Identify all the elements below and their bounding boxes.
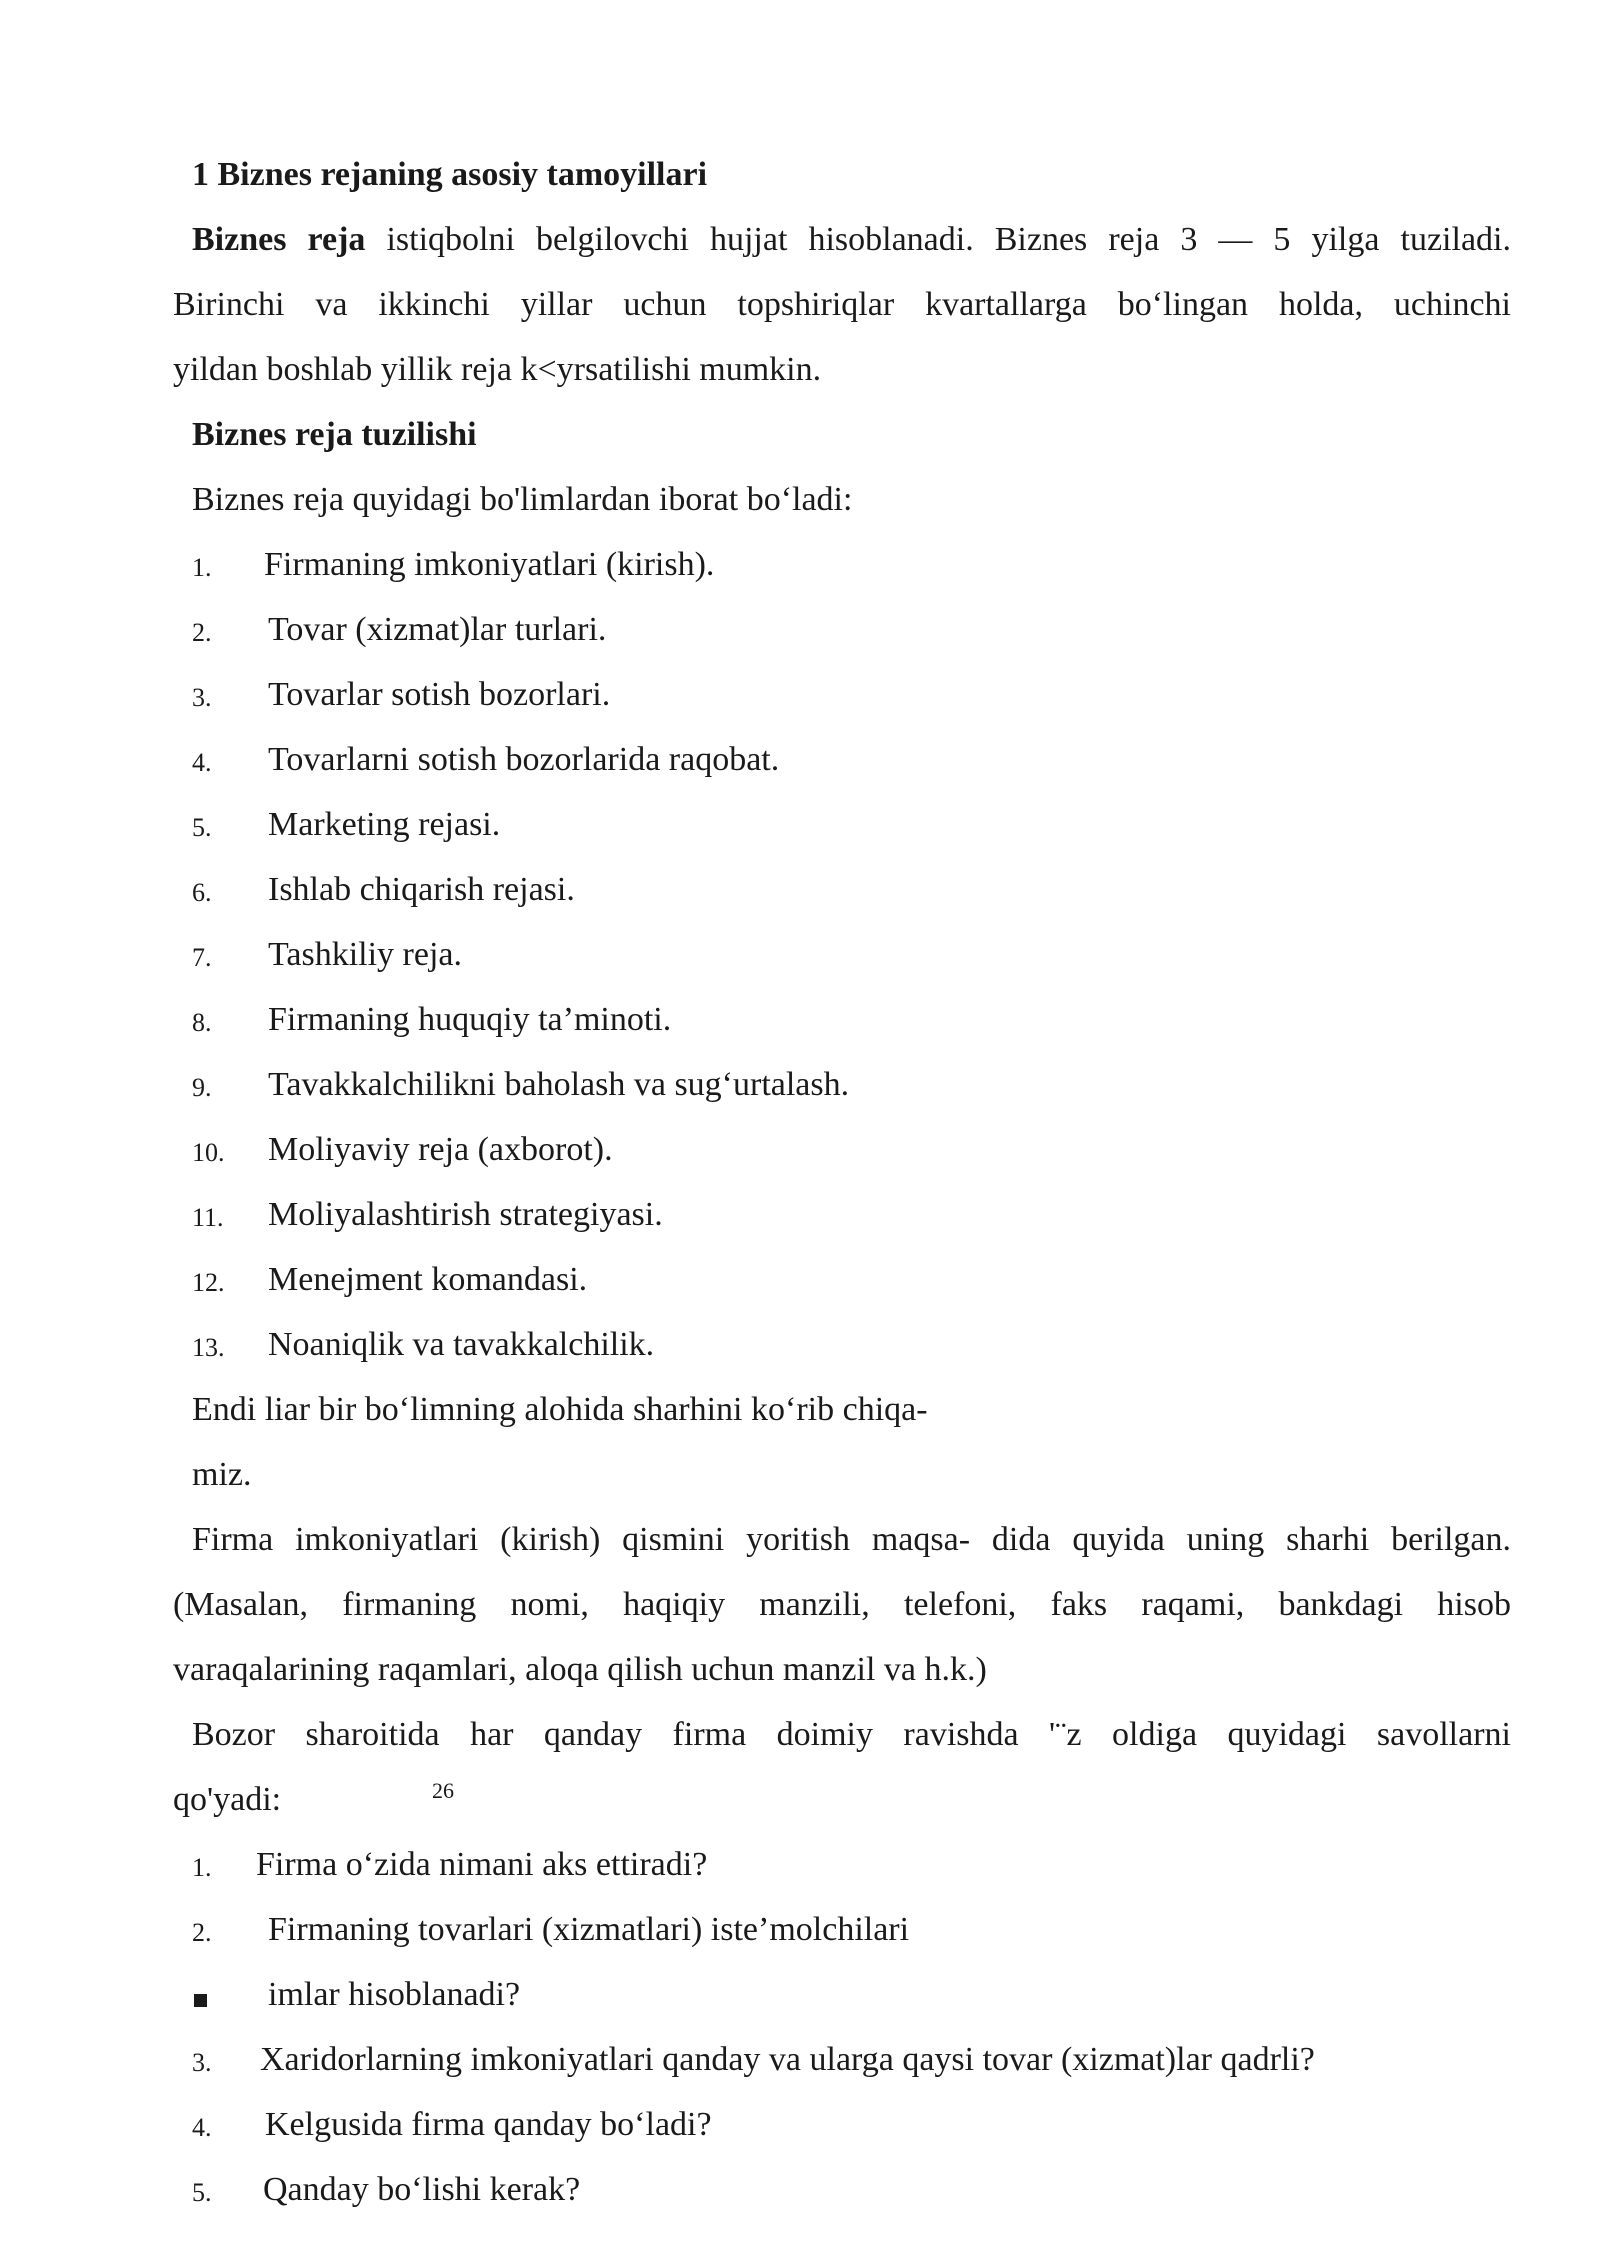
structure-heading: Biznes reja tuzilishi	[192, 416, 477, 453]
intro-bold-lead: Biznes reja	[192, 221, 366, 258]
list-number: 2.	[192, 618, 212, 647]
list-number: 13.	[192, 1333, 225, 1362]
list-text: Moliyalashtirish strategiyasi.	[268, 1196, 663, 1233]
list-number: 4.	[192, 748, 212, 777]
list-number: 2.	[192, 1918, 212, 1947]
firm-para-line-3: varaqalarining raqamlari, aloqa qilish uchun manzil va h.k.)	[173, 1651, 987, 1688]
list-text: Qanday bo‘lishi kerak?	[263, 2171, 581, 2208]
list-number: 7.	[192, 943, 212, 972]
square-bullet-icon	[194, 1994, 207, 2007]
review-line-2: miz.	[192, 1456, 252, 1493]
list-text: Noaniqlik va tavakkalchilik.	[268, 1326, 655, 1363]
list-number: 4.	[192, 2113, 212, 2142]
list-number: 12.	[192, 1268, 225, 1297]
firm-para-line-2: (Masalan, firmaning nomi, haqiqiy manzili, telefoni, faks raqami, bankdagi hisob	[173, 1586, 1511, 1623]
list-text: Tovarlarni sotish bozorlarida raqobat.	[268, 741, 780, 778]
intro-line-3: yildan boshlab yillik reja k<yrsatilishi mumkin.	[173, 351, 822, 388]
list-number: 8.	[192, 1008, 212, 1037]
review-line-1: Endi liar bir bo‘limning alohida sharhini ko‘rib chiqa-	[192, 1391, 928, 1428]
structure-intro: Biznes reja quyidagi bo'limlardan iborat bo‘ladi:	[192, 481, 853, 518]
list-text: imlar hisoblanadi?	[268, 1976, 521, 2013]
list-text: Tovarlar sotish bozorlari.	[268, 676, 611, 713]
list-text: Firma o‘zida nimani aks ettiradi?	[256, 1846, 708, 1883]
list-text: Xaridorlarning imkoniyatlari qanday va ularga qaysi tovar (xizmat)lar qadrli?	[260, 2041, 1315, 2078]
intro-line-1-rest: istiqbolni belgilovchi hujjat hisoblanadi. Biznes reja 3 — 5 yilga tuziladi.	[365, 221, 1511, 258]
list-text: Firmaning tovarlari (xizmatlari) iste’molchilari	[268, 1911, 910, 1948]
market-para-line-2: qo'yadi:	[173, 1781, 282, 1818]
list-text: Menejment komandasi.	[268, 1261, 588, 1298]
list-text: Tavakkalchilikni baholash va sug‘urtalash.	[268, 1066, 850, 1103]
list-text: Firmaning huquqiy ta’minoti.	[268, 1001, 672, 1038]
list-number: 6.	[192, 878, 212, 907]
page-number-superscript: 26	[432, 1778, 454, 1803]
list-number: 10.	[192, 1138, 225, 1167]
list-number: 3.	[192, 2048, 212, 2077]
list-text: Tashkiliy reja.	[268, 936, 463, 973]
section-title: 1 Biznes rejaning asosiy tamoyillari	[192, 156, 708, 193]
list-number: 5.	[192, 2178, 212, 2207]
list-number: 11.	[192, 1203, 224, 1232]
list-number: 5.	[192, 813, 212, 842]
list-text: Moliyaviy reja (axborot).	[268, 1131, 613, 1168]
list-text: Firmaning imkoniyatlari (kirish).	[264, 546, 715, 583]
market-para-line-1: Bozor sharoitida har qanday firma doimiy ravishda '¨z oldiga quyidagi savollarni	[192, 1716, 1511, 1753]
list-number: 1.	[192, 1853, 212, 1882]
list-text: Tovar (xizmat)lar turlari.	[268, 611, 607, 648]
firm-para-line-1: Firma imkoniyatlari (kirish) qismini yoritish maqsa- dida quyida uning sharhi berilgan.	[192, 1521, 1511, 1558]
list-text: Ishlab chiqarish rejasi.	[268, 871, 575, 908]
list-number: 9.	[192, 1073, 212, 1102]
list-number: 3.	[192, 683, 212, 712]
list-text: Marketing rejasi.	[268, 806, 501, 843]
intro-line-2: Birinchi va ikkinchi yillar uchun topshiriqlar kvartallarga bo‘lingan holda, uchinchi	[173, 286, 1511, 323]
list-number: 1.	[192, 553, 212, 582]
list-text: Kelgusida firma qanday bo‘ladi?	[265, 2106, 712, 2143]
intro-line-1	[192, 220, 1511, 260]
